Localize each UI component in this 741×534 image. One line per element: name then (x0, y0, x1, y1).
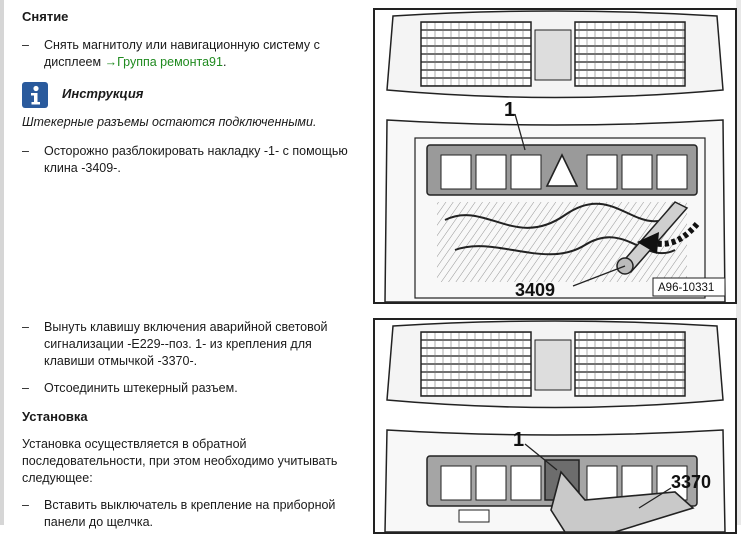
step-1-period: . (222, 55, 227, 69)
step-3-line-1: Вынуть клавишу включения аварийной световой (44, 320, 328, 334)
repair-group-link[interactable]: →Группа ремонта91 (104, 55, 223, 69)
install-paragraph-line-1: Установка осуществляется в обратной (22, 437, 247, 451)
install-paragraph-line-2: последовательности, при этом необходимо учитывать (22, 454, 338, 468)
dashboard-illustration-1 (375, 10, 735, 302)
figure-id: A96-10331 (658, 282, 715, 294)
install-heading: Установка (22, 409, 88, 424)
list-dash: – (22, 381, 29, 395)
list-dash: – (22, 320, 29, 334)
dashboard-illustration-2 (375, 320, 735, 532)
removal-step-1-text: Снять магнитолу или навигационную систему с дисплеем (44, 38, 320, 69)
step-2-line-2: клина -3409-. (44, 161, 121, 175)
install-paragraph (22, 436, 367, 487)
figure-switch-removal (373, 318, 737, 534)
left-margin-rule (0, 0, 4, 525)
callout-1: 1 (513, 429, 525, 451)
install-step-1-line-2: панели до щелчка. (44, 515, 154, 529)
step-2-line-1: Осторожно разблокировать накладку -1- с помощью (44, 144, 348, 158)
step-3-line-3: клавиши отмычкой -3370-. (44, 354, 198, 368)
list-dash: – (22, 144, 29, 158)
callout-tool-3409: 3409 (515, 280, 556, 300)
info-icon (22, 82, 48, 108)
step-3-line-2: сигнализации -E229--поз. 1- из крепления для (44, 337, 312, 351)
step-4-text: Отсоединить штекерный разъем. (44, 381, 238, 395)
list-dash: – (22, 498, 29, 512)
figure-trim-removal (373, 8, 737, 304)
removal-heading: Снятие (22, 9, 69, 24)
callout-tool-3370: 3370 (671, 472, 712, 492)
instruction-note: Штекерные разъемы остаются подключенными. (22, 115, 317, 129)
instruction-label: Инструкция (62, 86, 144, 101)
list-dash: – (22, 38, 29, 52)
install-step-1-line-1: Вставить выключатель в крепление на приборной (44, 498, 336, 512)
install-paragraph-line-3: следующее: (22, 471, 93, 485)
callout-1: 1 (504, 99, 516, 121)
